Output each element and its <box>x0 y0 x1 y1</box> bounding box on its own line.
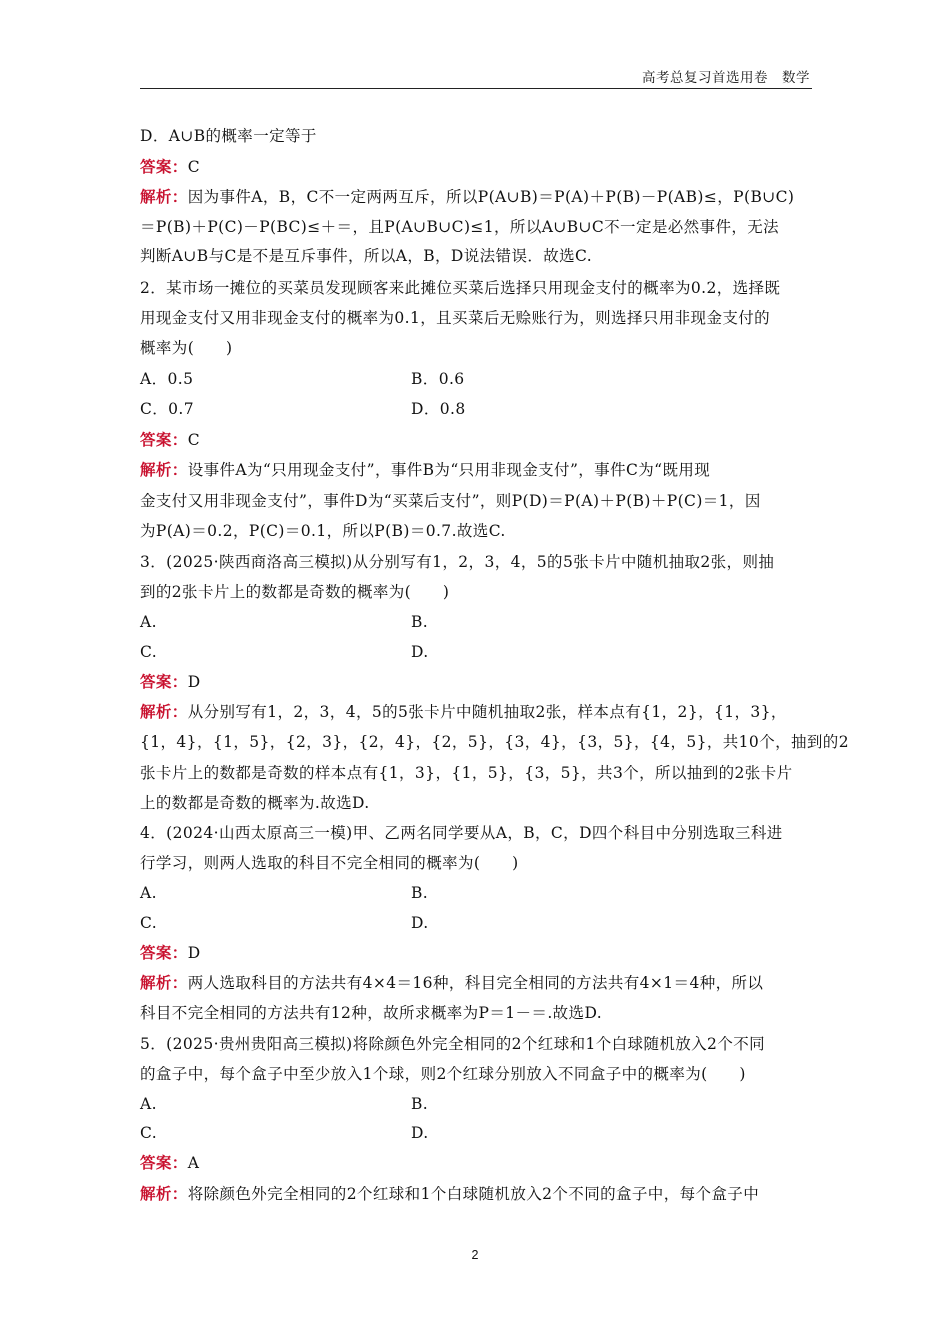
option-b: B．0.6 <box>411 370 465 388</box>
header-title: 高考总复习首选用卷 数学 <box>642 70 810 86</box>
answer-label: 答案： <box>140 943 188 962</box>
answer-line <box>140 672 812 692</box>
analysis-text: 设事件A为“只用现金支付”，事件B为“只用非现金支付”，事件C为“既用现 <box>187 461 711 479</box>
analysis-label: 解析： <box>140 702 188 721</box>
analysis-label: 解析： <box>140 460 188 479</box>
answer-line <box>140 157 812 177</box>
answer-value: A <box>187 1154 200 1172</box>
analysis-label: 解析： <box>140 1184 188 1203</box>
option-a: A. <box>140 1095 157 1113</box>
analysis-line <box>140 187 812 207</box>
option-d: D. <box>411 643 429 661</box>
answer-label: 答案： <box>140 157 188 176</box>
text-line: {1，4}，{1，5}，{2，3}，{2，4}，{2，5}，{3，4}，{3，5}，{4，5}，共10个，抽到的2 <box>140 733 849 751</box>
option-d: D. <box>411 1124 429 1142</box>
page-header <box>140 66 812 89</box>
question-line: 4．(2024·山西太原高三一模)甲、乙两名同学要从A，B，C，D四个科目中分别选取三科进 <box>140 824 783 842</box>
answer-line <box>140 943 812 963</box>
option-c: C．0.7 <box>140 400 195 418</box>
option-d: D. <box>411 914 429 932</box>
analysis-line <box>140 973 812 993</box>
text-line: 上的数都是奇数的概率为.故选D. <box>140 794 370 812</box>
text-line: 金支付又用非现金支付”，事件D为“买菜后支付”，则P(D)＝P(A)＋P(B)＋P(C)＝1，因 <box>140 492 761 510</box>
answer-label: 答案： <box>140 1153 188 1172</box>
option-c: C. <box>140 914 158 932</box>
option-c: C. <box>140 1124 158 1142</box>
question-line: 3．(2025·陕西商洛高三模拟)从分别写有1，2，3，4，5的5张卡片中随机抽取2张，则抽 <box>140 553 775 571</box>
option-a: A. <box>140 613 157 631</box>
analysis-text: 从分别写有1，2，3，4，5的5张卡片中随机抽取2张，样本点有{1，2}，{1，3}， <box>187 703 787 721</box>
analysis-label: 解析： <box>140 187 188 206</box>
answer-value: D <box>187 673 201 691</box>
text-line: 张卡片上的数都是奇数的样本点有{1，3}，{1，5}，{3，5}，共3个，所以抽到的2张卡片 <box>140 764 793 782</box>
option-b: B. <box>411 1095 429 1113</box>
option-d-line: D．A∪B的概率一定等于 <box>140 127 317 145</box>
question-line: 用现金支付又用非现金支付的概率为0.1，且买菜后无赊账行为，则选择只用非现金支付的 <box>140 309 771 327</box>
analysis-line <box>140 460 812 480</box>
answer-label: 答案： <box>140 430 188 449</box>
option-a: A．0.5 <box>140 370 194 388</box>
answer-value: D <box>187 944 201 962</box>
question-line: 2．某市场一摊位的买菜员发现顾客来此摊位买菜后选择只用现金支付的概率为0.2，选择既 <box>140 279 781 297</box>
analysis-label: 解析： <box>140 973 188 992</box>
analysis-text: 因为事件A，B，C不一定两两互斥，所以P(A∪B)＝P(A)＋P(B)－P(AB)≤，P(B∪C) <box>187 188 795 206</box>
answer-line <box>140 1153 812 1173</box>
answer-line <box>140 430 812 450</box>
answer-value: C <box>187 431 200 449</box>
analysis-line <box>140 1184 812 1204</box>
question-line: 行学习，则两人选取的科目不完全相同的概率为( ) <box>140 854 519 872</box>
page-number: 2 <box>471 1248 479 1262</box>
question-line: 到的2张卡片上的数都是奇数的概率为( ) <box>140 583 450 601</box>
analysis-text: 将除颜色外完全相同的2个红球和1个白球随机放入2个不同的盒子中，每个盒子中 <box>187 1185 760 1203</box>
option-a: A. <box>140 884 157 902</box>
answer-label: 答案： <box>140 672 188 691</box>
option-d: D．0.8 <box>411 400 466 418</box>
analysis-line <box>140 702 812 722</box>
option-c: C. <box>140 643 158 661</box>
text-line: 为P(A)＝0.2，P(C)＝0.1，所以P(B)＝0.7.故选C. <box>140 522 506 540</box>
option-b: B. <box>411 884 429 902</box>
option-b: B. <box>411 613 429 631</box>
question-line: 的盒子中，每个盒子中至少放入1个球，则2个红球分别放入不同盒子中的概率为( ) <box>140 1065 746 1083</box>
question-line: 概率为( ) <box>140 339 233 357</box>
text-line: 科目不完全相同的方法共有12种，故所求概率为P＝1－＝.故选D. <box>140 1004 603 1022</box>
answer-value: C <box>187 158 200 176</box>
question-line: 5．(2025·贵州贵阳高三模拟)将除颜色外完全相同的2个红球和1个白球随机放入2个不同 <box>140 1035 766 1053</box>
text-line: 判断A∪B与C是不是互斥事件，所以A，B，D说法错误．故选C. <box>140 247 593 265</box>
text-line: ＝P(B)＋P(C)－P(BC)≤＋＝，且P(A∪B∪C)≤1，所以A∪B∪C不一定是必然事件，无法 <box>140 218 780 236</box>
analysis-text: 两人选取科目的方法共有4×4＝16种，科目完全相同的方法共有4×1＝4种，所以 <box>187 974 764 992</box>
